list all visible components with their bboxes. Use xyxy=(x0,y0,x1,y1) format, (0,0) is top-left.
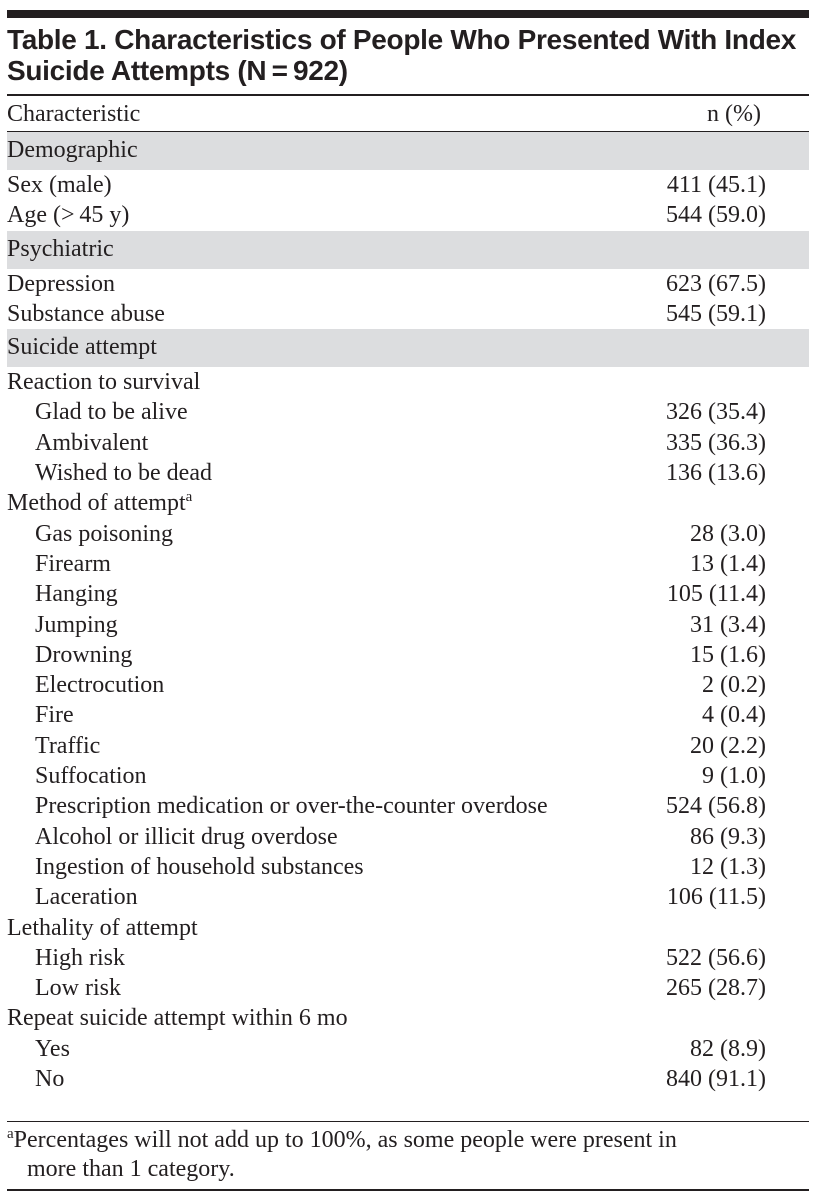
table-row xyxy=(7,1034,809,1064)
row-label: No xyxy=(35,1066,65,1093)
row-value: 9 (1.0) xyxy=(702,763,766,790)
table-row xyxy=(7,579,809,609)
row-label: Ingestion of household substances xyxy=(35,853,364,880)
row-label: Substance abuse xyxy=(7,300,165,327)
row-value: 545 (59.1) xyxy=(666,300,766,327)
row-label: Jumping xyxy=(35,611,118,638)
table-row xyxy=(7,943,809,973)
section-label: Psychiatric xyxy=(7,235,114,262)
table-row xyxy=(7,519,809,549)
table-row xyxy=(7,700,809,730)
group-label xyxy=(7,488,192,518)
table-row xyxy=(7,397,809,427)
top-rule xyxy=(7,10,809,18)
table-row xyxy=(7,973,809,1003)
row-label: Low risk xyxy=(35,975,121,1002)
row-value: 4 (0.4) xyxy=(702,702,766,729)
row-value: 411 (45.1) xyxy=(666,172,766,198)
row-value: 522 (56.6) xyxy=(666,944,766,971)
table-title-line-1: Table 1. Characteristics of People Who Presented With Index xyxy=(7,24,797,55)
section-label: Suicide attempt xyxy=(7,334,157,361)
row-label: Wished to be dead xyxy=(35,460,212,487)
table-row xyxy=(7,791,809,821)
row-value: 28 (3.0) xyxy=(690,520,766,547)
row-label: Fire xyxy=(35,702,74,729)
row-label: Gas poisoning xyxy=(35,520,173,547)
characteristics-table xyxy=(7,97,809,1094)
section-suicide-attempt xyxy=(7,329,809,367)
section-label: Demographic xyxy=(7,137,138,163)
repeat-rows xyxy=(7,1034,809,1095)
row-label: Prescription medication or over-the-counter overdose xyxy=(35,793,548,820)
group-lethality-of-attempt xyxy=(7,913,809,943)
table-row xyxy=(7,269,809,299)
row-label: Sex (male) xyxy=(7,172,112,198)
header-characteristic: Characteristic xyxy=(7,101,141,127)
table-header-row xyxy=(7,97,809,131)
row-label: Hanging xyxy=(35,581,118,608)
table-title xyxy=(7,24,809,86)
row-label: Glad to be alive xyxy=(35,399,188,426)
table-row xyxy=(7,822,809,852)
row-label: Age (> 45 y) xyxy=(7,202,130,229)
group-label: Reaction to survival xyxy=(7,369,201,396)
table-row xyxy=(7,731,809,761)
table-row xyxy=(7,299,809,329)
footnote-line-1 xyxy=(7,1126,809,1155)
group-repeat-attempt xyxy=(7,1003,809,1033)
reaction-rows xyxy=(7,397,809,488)
row-value: 20 (2.2) xyxy=(690,732,766,759)
table-row xyxy=(7,882,809,912)
footnote-text: Percentages will not add up to 100%, as some people were present in xyxy=(13,1127,677,1153)
table-row xyxy=(7,428,809,458)
row-value: 82 (8.9) xyxy=(690,1035,766,1062)
row-value: 326 (35.4) xyxy=(666,399,766,426)
row-label: High risk xyxy=(35,944,125,971)
table-row xyxy=(7,1064,809,1094)
table-row xyxy=(7,170,809,200)
table-bottom-rule xyxy=(7,1121,809,1122)
lethality-rows xyxy=(7,943,809,1004)
demographic-rows xyxy=(7,170,809,231)
table-row xyxy=(7,852,809,882)
method-rows xyxy=(7,519,809,913)
row-value: 544 (59.0) xyxy=(666,202,766,229)
row-value: 105 (11.4) xyxy=(666,581,766,608)
table-row xyxy=(7,670,809,700)
group-label-text: Method of attempt xyxy=(7,490,186,517)
row-value: 623 (67.5) xyxy=(666,270,766,297)
section-demographic xyxy=(7,132,809,170)
row-value: 13 (1.4) xyxy=(690,550,766,577)
row-label: Suffocation xyxy=(35,763,147,790)
row-label: Traffic xyxy=(35,732,101,759)
row-value: 335 (36.3) xyxy=(666,429,766,456)
row-label: Electrocution xyxy=(35,672,165,699)
table-row xyxy=(7,761,809,791)
group-label: Repeat suicide attempt within 6 mo xyxy=(7,1005,348,1032)
table-row xyxy=(7,549,809,579)
group-reaction-to-survival xyxy=(7,367,809,397)
table-row xyxy=(7,640,809,670)
row-label: Yes xyxy=(35,1035,70,1062)
row-label: Firearm xyxy=(35,550,111,577)
row-label: Ambivalent xyxy=(35,429,149,456)
group-label: Lethality of attempt xyxy=(7,914,198,941)
table-row xyxy=(7,200,809,230)
row-label: Alcohol or illicit drug overdose xyxy=(35,823,338,850)
row-value: 86 (9.3) xyxy=(690,823,766,850)
row-value: 12 (1.3) xyxy=(690,853,766,880)
row-label: Drowning xyxy=(35,641,133,668)
row-value: 265 (28.7) xyxy=(666,975,766,1002)
row-value: 136 (13.6) xyxy=(666,460,766,487)
header-n-percent: n (%) xyxy=(707,101,761,127)
row-value: 106 (11.5) xyxy=(666,884,766,911)
table-row xyxy=(7,610,809,640)
row-value: 524 (56.8) xyxy=(666,793,766,820)
row-value: 15 (1.6) xyxy=(690,641,766,668)
row-value: 31 (3.4) xyxy=(690,611,766,638)
page-bottom-rule xyxy=(7,1189,809,1191)
footnote-marker: a xyxy=(7,1126,14,1142)
row-value: 840 (91.1) xyxy=(666,1066,766,1093)
table-footnote xyxy=(7,1126,809,1184)
section-psychiatric xyxy=(7,231,809,269)
footnote-marker: a xyxy=(185,489,193,506)
row-label: Laceration xyxy=(35,884,138,911)
psychiatric-rows xyxy=(7,269,809,330)
group-method-of-attempt xyxy=(7,488,809,518)
table-title-line-2: Suicide Attempts (N = 922) xyxy=(7,55,348,86)
row-label: Depression xyxy=(7,270,115,297)
title-rule xyxy=(7,94,809,96)
row-value: 2 (0.2) xyxy=(702,672,766,699)
footnote-line-2: more than 1 category. xyxy=(27,1156,235,1182)
table-row xyxy=(7,458,809,488)
